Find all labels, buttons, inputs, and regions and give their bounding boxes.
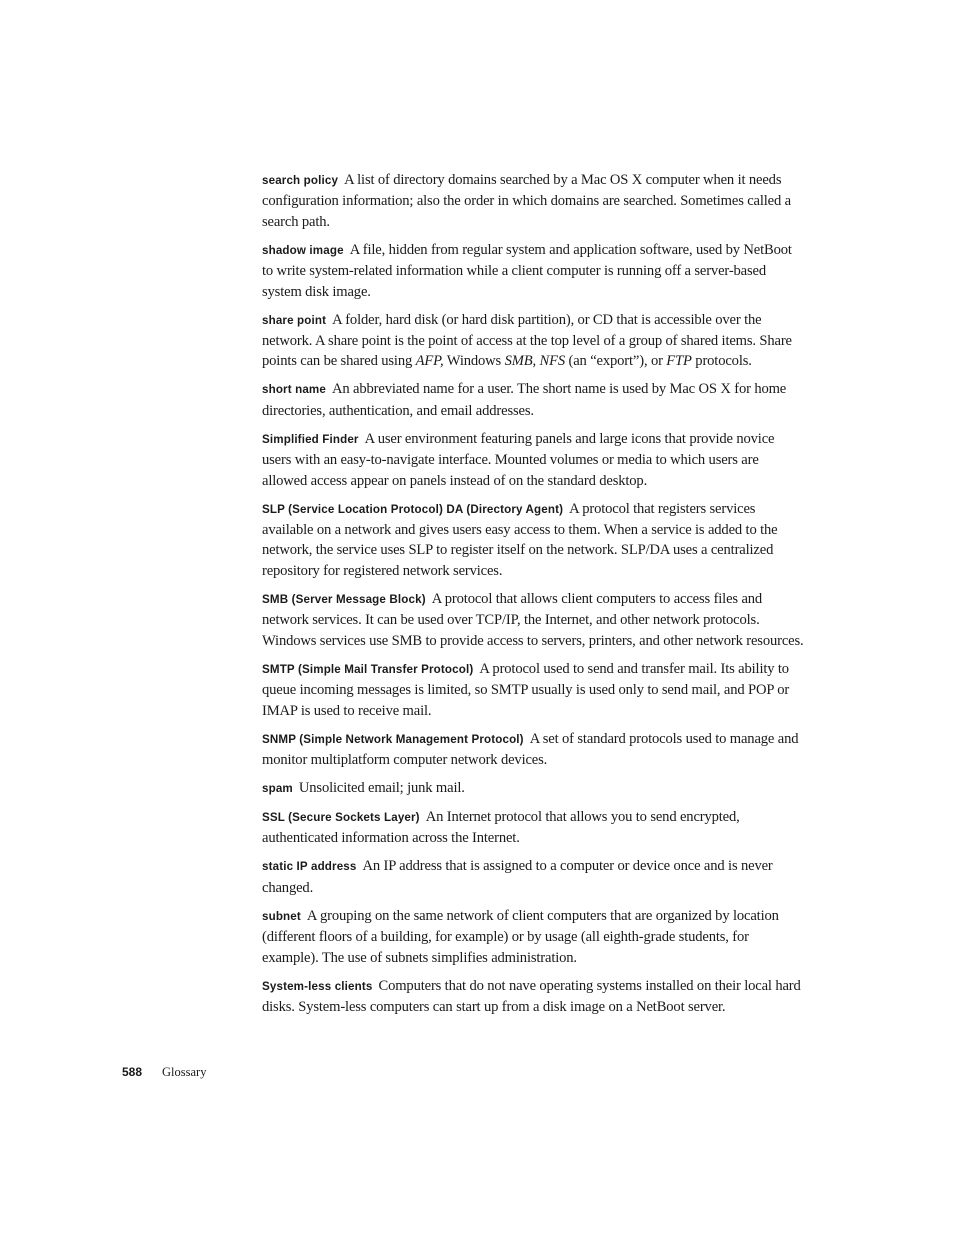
definition-text: A protocol that registers services available on a network and gives users easy access to them. When a service is added to the network, the service uses SLP to register itself on the network. SLP/DA uses a centralized repository for registered network services.: [262, 500, 778, 579]
glossary-entry: [262, 429, 804, 491]
glossary-entry: [262, 310, 804, 372]
definition-text: (an “export”), or: [565, 353, 667, 370]
glossary-term: SMB (Server Message Block): [262, 592, 426, 606]
glossary-term: SLP (Service Location Protocol) DA (Directory Agent): [262, 502, 564, 516]
glossary-term: System-less clients: [262, 979, 373, 993]
glossary-term: SSL (Secure Sockets Layer): [262, 810, 420, 824]
glossary-entry: [262, 240, 804, 302]
glossary-entry: [262, 778, 804, 799]
glossary-term: spam: [262, 781, 293, 795]
definition-italic-text: SMB, NFS: [504, 353, 566, 370]
glossary-term: subnet: [262, 909, 301, 923]
definition-text: A file, hidden from regular system and application software, used by NetBoot to write system-related information while a client computer is running off a server-based system disk image.: [262, 241, 792, 300]
definition-text: Unsolicited email; junk mail.: [298, 779, 465, 796]
definition-text: A grouping on the same network of client computers that are organized by location (different floors of a building, for example) or by usage (all eighth-grade students, for example). The use of subnets simplifies administration.: [262, 907, 779, 966]
definition-text: A list of directory domains searched by a Mac OS X computer when it needs configuration information; also the order in which domains are searched. Sometimes called a search path.: [262, 172, 791, 230]
definition-text: Windows: [443, 353, 505, 370]
glossary-entry: [262, 856, 804, 898]
glossary-term: Simplified Finder: [262, 432, 359, 446]
definition-text: An Internet protocol that allows you to send encrypted, authenticated information across the Internet.: [262, 808, 740, 847]
glossary-entry: [262, 976, 804, 1018]
glossary-entry: [262, 170, 804, 232]
definition-text: Computers that do not nave operating systems installed on their local hard disks. System-less computers can start up from a disk image on a NetBoot server.: [262, 977, 801, 1015]
glossary-entry: [262, 659, 804, 721]
definition-text: A protocol used to send and transfer mail. Its ability to queue incoming messages is limited, so SMTP usually is used only to send mail, and POP or IMAP is used to receive mail.: [262, 660, 790, 719]
glossary-entry: [262, 807, 804, 849]
glossary-term: static IP address: [262, 860, 357, 874]
glossary-entry: [262, 589, 804, 651]
section-name: Glossary: [162, 1064, 207, 1079]
glossary-entry: [262, 379, 804, 421]
glossary-term: share point: [262, 313, 327, 327]
glossary-entry: [262, 499, 804, 582]
page-footer: [122, 1062, 206, 1082]
definition-italic-text: AFP,: [415, 353, 444, 370]
glossary-term: SNMP (Simple Network Management Protocol): [262, 732, 524, 746]
definition-text: A folder, hard disk (or hard disk partition), or CD that is accessible over the network. A share point is the point of access at the top level of a group of shared items. Share points can be shared using: [262, 311, 792, 370]
glossary-term: search policy: [262, 174, 339, 187]
glossary-entry: [262, 729, 804, 771]
page-number: 588: [122, 1065, 143, 1079]
glossary-term: short name: [262, 383, 326, 397]
glossary-entries: [262, 170, 804, 1025]
glossary-term: shadow image: [262, 243, 344, 257]
glossary-term: SMTP (Simple Mail Transfer Protocol): [262, 662, 474, 676]
glossary-entry: [262, 906, 804, 968]
definition-text: A user environment featuring panels and large icons that provide novice users with an easy-to-navigate interface. Mounted volumes or media to which users are allowed access appear on panels instead of on the standard desktop.: [262, 430, 775, 489]
definition-text: A set of standard protocols used to manage and monitor multiplatform computer network devices.: [262, 730, 799, 768]
definition-italic-text: FTP: [666, 353, 692, 370]
definition-text: An IP address that is assigned to a computer or device once and is never changed.: [262, 858, 773, 896]
definition-text: An abbreviated name for a user. The short name is used by Mac OS X for home directories, authentication, and email addresses.: [262, 381, 787, 419]
definition-text: protocols.: [691, 353, 752, 370]
definition-text: A protocol that allows client computers to access files and network services. It can be used over TCP/IP, the Internet, and other network protocols. Windows services use SMB to provide access to servers, printers, and other network resources.: [262, 590, 804, 649]
